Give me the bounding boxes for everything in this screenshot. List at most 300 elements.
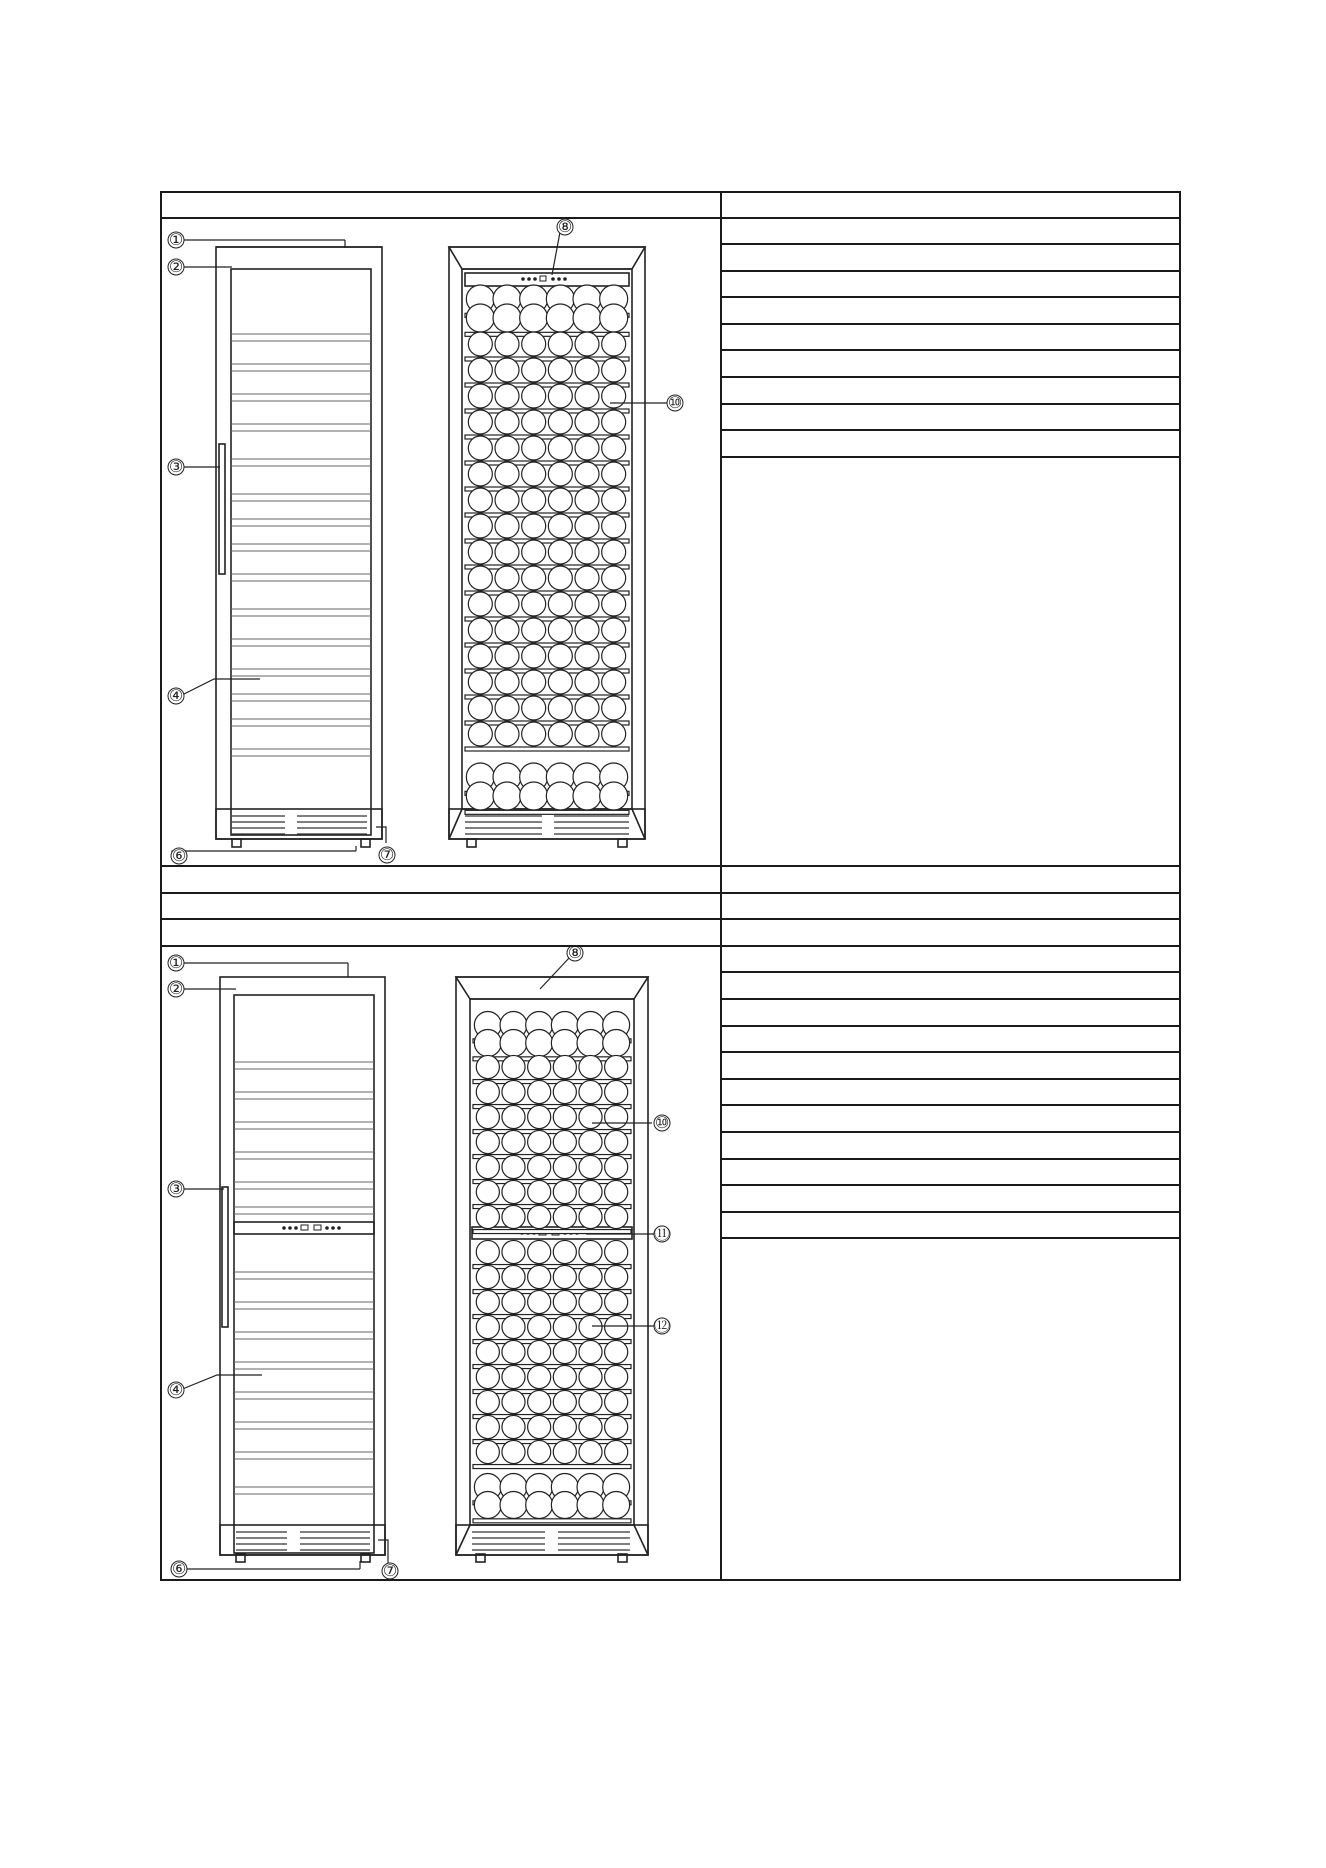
callout-4: ④: [168, 686, 184, 705]
wine-bottle: [502, 1390, 525, 1413]
wine-bottle: [575, 332, 599, 356]
wine-bottle: [579, 1265, 602, 1288]
callout-12: ⑫: [653, 1316, 671, 1335]
wine-bottle: [493, 782, 521, 810]
front-cabinet-outline: [220, 977, 385, 1555]
wine-bottle: [476, 1080, 499, 1103]
wine-bottle: [495, 592, 519, 616]
wine-bottle: [546, 304, 574, 332]
wine-bottle: [551, 1492, 578, 1519]
wine-bottle: [579, 1365, 602, 1388]
table-top-border: [160, 191, 1181, 193]
callout-10: ⑩: [667, 393, 683, 412]
wine-bottle: [495, 722, 519, 746]
wine-bottle: [602, 644, 626, 668]
callout-1: ①: [168, 230, 184, 249]
wine-shelf: [465, 357, 629, 361]
wine-bottle: [602, 514, 626, 538]
wine-bottle: [573, 304, 601, 332]
wine-bottle: [522, 670, 546, 694]
wine-bottle: [476, 1415, 499, 1438]
callout-3: ③: [168, 457, 184, 476]
wine-bottle: [575, 644, 599, 668]
wine-bottle: [502, 1080, 525, 1103]
wine-bottle: [579, 1340, 602, 1363]
wine-bottle: [553, 1415, 576, 1438]
wine-bottle: [602, 592, 626, 616]
wine-bottle: [575, 488, 599, 512]
wine-bottle: [602, 488, 626, 512]
wine-bottle: [522, 592, 546, 616]
wine-bottle: [468, 488, 492, 512]
wine-bottle: [502, 1440, 525, 1463]
front-control-panel: [234, 1222, 374, 1234]
wine-shelf: [465, 487, 629, 491]
wine-bottle: [495, 670, 519, 694]
wine-bottle: [602, 384, 626, 408]
wine-shelf: [473, 1415, 631, 1419]
wine-bottle: [579, 1105, 602, 1128]
wine-bottle: [468, 566, 492, 590]
wine-bottle: [522, 384, 546, 408]
wine-shelf: [473, 1390, 631, 1394]
wine-bottle: [548, 722, 572, 746]
wine-bottle: [500, 1492, 527, 1519]
callout-6: ⑥: [171, 1559, 187, 1578]
wine-bottle: [528, 1365, 551, 1388]
wine-bottle: [520, 782, 548, 810]
callout-8: ⑧: [557, 219, 573, 236]
legend-row-divider: [721, 376, 1180, 378]
wine-bottle: [528, 1105, 551, 1128]
wine-bottle: [553, 1340, 576, 1363]
wine-bottle: [553, 1265, 576, 1288]
wine-bottle: [495, 358, 519, 382]
wine-bottle: [528, 1415, 551, 1438]
wine-bottle: [605, 1080, 628, 1103]
wine-bottle: [579, 1415, 602, 1438]
wine-bottle: [520, 304, 548, 332]
legend-row-divider: [721, 998, 1180, 1000]
wine-bottle: [579, 1080, 602, 1103]
legend-row-divider: [721, 270, 1180, 272]
wine-bottle: [502, 1055, 525, 1078]
wine-bottle: [553, 1155, 576, 1178]
callout-3: ③: [168, 1179, 184, 1198]
wine-bottle: [605, 1105, 628, 1128]
wine-shelf: [473, 1105, 631, 1109]
wine-shelf: [473, 1130, 631, 1134]
wine-shelf: [465, 461, 629, 465]
wine-bottle: [502, 1205, 525, 1228]
wine-bottle: [602, 670, 626, 694]
wine-bottle: [468, 462, 492, 486]
wine-bottle: [605, 1205, 628, 1228]
wine-bottle: [502, 1365, 525, 1388]
wine-bottle: [495, 540, 519, 564]
wine-shelf: [465, 669, 629, 673]
wine-bottle: [602, 358, 626, 382]
wine-bottle: [468, 332, 492, 356]
wine-bottle: [468, 410, 492, 434]
wine-bottle: [602, 436, 626, 460]
wine-bottle: [575, 436, 599, 460]
wine-bottle: [605, 1155, 628, 1178]
wine-bottle: [548, 462, 572, 486]
door-handle: [222, 1187, 228, 1327]
wine-bottle: [605, 1340, 628, 1363]
wine-shelf: [465, 383, 629, 387]
door-handle: [219, 444, 225, 574]
wine-bottle: [528, 1130, 551, 1153]
wine-bottle: [476, 1240, 499, 1263]
wine-bottle: [548, 592, 572, 616]
wine-bottle: [522, 358, 546, 382]
wine-bottle: [553, 1055, 576, 1078]
wine-shelf: [465, 435, 629, 439]
wine-shelf: [473, 1290, 631, 1294]
wine-bottle: [602, 696, 626, 720]
wine-bottle: [476, 1440, 499, 1463]
table-row-divider: [160, 918, 1181, 920]
wine-bottle: [476, 1055, 499, 1078]
legend-row-divider: [721, 323, 1180, 325]
wine-bottle: [528, 1440, 551, 1463]
wine-bottle: [605, 1265, 628, 1288]
legend-row-divider: [721, 971, 1180, 973]
wine-bottle: [602, 722, 626, 746]
dual-zone-cooler-diagram: [162, 947, 718, 1579]
single-zone-cooler-diagram: [162, 219, 718, 865]
wine-bottle: [553, 1365, 576, 1388]
wine-bottle: [476, 1340, 499, 1363]
wine-bottle: [548, 436, 572, 460]
wine-shelf: [465, 539, 629, 543]
wine-bottle: [528, 1080, 551, 1103]
wine-bottle: [476, 1290, 499, 1313]
wine-bottle: [476, 1315, 499, 1338]
wine-shelf: [473, 1315, 631, 1319]
wine-bottle: [528, 1155, 551, 1178]
wine-bottle: [548, 618, 572, 642]
wine-bottle: [605, 1390, 628, 1413]
wine-bottle: [548, 540, 572, 564]
table-column-divider: [720, 191, 722, 1580]
wine-bottle: [548, 696, 572, 720]
legend-row-divider: [721, 429, 1180, 431]
wine-shelf: [465, 643, 629, 647]
wine-bottle: [476, 1130, 499, 1153]
wine-bottle: [605, 1055, 628, 1078]
wine-bottle: [468, 644, 492, 668]
wine-bottle: [522, 722, 546, 746]
wine-bottle: [528, 1205, 551, 1228]
wine-bottle: [579, 1180, 602, 1203]
wine-bottle: [575, 514, 599, 538]
wine-bottle: [468, 384, 492, 408]
wine-bottle: [522, 514, 546, 538]
wine-bottle: [522, 462, 546, 486]
wine-bottle: [526, 1030, 553, 1057]
wine-bottle: [528, 1340, 551, 1363]
wine-bottle: [553, 1130, 576, 1153]
callout-1: ①: [168, 953, 184, 972]
wine-bottle: [495, 384, 519, 408]
wine-bottle: [548, 410, 572, 434]
wine-bottle: [468, 514, 492, 538]
wine-shelf: [473, 1465, 631, 1469]
callout-4: ④: [168, 1380, 184, 1399]
wine-bottle: [600, 782, 628, 810]
wine-bottle: [502, 1155, 525, 1178]
wine-shelf: [473, 1519, 631, 1523]
wine-bottle: [474, 1492, 501, 1519]
wine-bottle: [495, 462, 519, 486]
wine-bottle: [495, 410, 519, 434]
wine-bottle: [502, 1130, 525, 1153]
wine-bottle: [502, 1415, 525, 1438]
wine-bottle: [579, 1390, 602, 1413]
open-top-frame: [456, 977, 648, 999]
wine-bottle-rows: [465, 285, 629, 814]
wine-bottle: [579, 1205, 602, 1228]
wine-shelf: [473, 1230, 631, 1234]
legend-row-divider: [721, 296, 1180, 298]
callout-8: ⑧: [567, 947, 583, 962]
wine-bottle: [575, 592, 599, 616]
wine-bottle: [528, 1055, 551, 1078]
wine-bottle: [603, 1492, 630, 1519]
wine-shelf: [473, 1365, 631, 1369]
legend-row-divider: [721, 1104, 1180, 1106]
wine-bottle: [602, 462, 626, 486]
legend-row-divider: [721, 1051, 1180, 1053]
wine-bottle: [575, 670, 599, 694]
wine-bottle: [495, 436, 519, 460]
wine-bottle: [548, 566, 572, 590]
legend-row-divider: [721, 349, 1180, 351]
wine-bottle: [575, 462, 599, 486]
wine-bottle: [502, 1340, 525, 1363]
legend-row-divider: [721, 403, 1180, 405]
wine-shelf: [473, 1205, 631, 1209]
wine-bottle: [522, 488, 546, 512]
wine-bottle: [575, 618, 599, 642]
legend-row-divider: [721, 1078, 1180, 1080]
wine-bottle: [602, 410, 626, 434]
wine-bottle: [468, 436, 492, 460]
wine-bottle: [476, 1155, 499, 1178]
wine-shelf: [465, 747, 629, 751]
wine-bottle: [495, 488, 519, 512]
wine-bottle: [579, 1155, 602, 1178]
wine-bottle: [579, 1055, 602, 1078]
wine-bottle: [605, 1130, 628, 1153]
wine-bottle: [528, 1315, 551, 1338]
wine-bottle: [528, 1390, 551, 1413]
wine-bottle: [468, 592, 492, 616]
wine-bottle: [468, 722, 492, 746]
wine-bottle: [553, 1180, 576, 1203]
wine-bottle: [522, 618, 546, 642]
wine-bottle: [553, 1205, 576, 1228]
wine-bottle: [548, 384, 572, 408]
wine-bottle: [575, 696, 599, 720]
wine-bottle: [575, 358, 599, 382]
wine-bottle: [522, 332, 546, 356]
wine-shelf: [473, 1340, 631, 1344]
wine-shelf: [465, 721, 629, 725]
wine-shelf: [473, 1265, 631, 1269]
wine-bottle: [605, 1180, 628, 1203]
wine-bottle: [577, 1030, 604, 1057]
wine-bottle: [551, 1030, 578, 1057]
wine-bottle: [548, 358, 572, 382]
wine-bottle: [502, 1315, 525, 1338]
callout-6: ⑥: [171, 846, 187, 865]
wine-shelf: [465, 810, 629, 814]
wine-bottle: [553, 1440, 576, 1463]
legend-row-divider: [721, 1184, 1180, 1186]
wine-bottle: [522, 410, 546, 434]
wine-shelf: [465, 409, 629, 413]
front-glass-panel: [234, 995, 374, 1553]
wine-bottle: [548, 332, 572, 356]
wine-bottle: [468, 358, 492, 382]
wine-shelf: [465, 513, 629, 517]
callout-7: ⑦: [382, 1561, 398, 1579]
callout-11: ⑪: [653, 1224, 671, 1243]
wine-bottle: [605, 1315, 628, 1338]
wine-bottle: [575, 540, 599, 564]
wine-bottle: [468, 696, 492, 720]
wine-bottle: [495, 332, 519, 356]
callout-2: ②: [168, 979, 184, 998]
table-right-border: [1179, 191, 1181, 1580]
callout-10: ⑩: [654, 1113, 670, 1132]
wine-bottle: [493, 304, 521, 332]
wine-bottle: [603, 1030, 630, 1057]
wine-bottle: [528, 1290, 551, 1313]
wine-bottle: [528, 1265, 551, 1288]
wine-bottle: [548, 644, 572, 668]
wine-bottle: [495, 644, 519, 668]
front-glass-panel: [231, 269, 371, 835]
wine-bottle: [605, 1240, 628, 1263]
wine-bottle: [528, 1180, 551, 1203]
wine-bottle: [579, 1290, 602, 1313]
wine-bottle: [573, 782, 601, 810]
wine-bottle: [575, 722, 599, 746]
wine-bottle: [474, 1030, 501, 1057]
wine-bottle: [495, 618, 519, 642]
wine-bottle: [548, 488, 572, 512]
wine-bottle: [553, 1290, 576, 1313]
wine-bottle: [526, 1492, 553, 1519]
wine-bottle: [553, 1390, 576, 1413]
wine-shelf: [473, 1180, 631, 1184]
wine-shelf: [465, 695, 629, 699]
wine-bottle: [495, 566, 519, 590]
wine-bottle: [476, 1105, 499, 1128]
wine-bottle: [495, 514, 519, 538]
callout-7: ⑦: [379, 845, 395, 864]
wine-bottle: [500, 1030, 527, 1057]
wine-bottle: [553, 1240, 576, 1263]
wine-bottle: [553, 1315, 576, 1338]
wine-bottle: [476, 1265, 499, 1288]
wine-bottle: [466, 782, 494, 810]
wine-bottle: [502, 1265, 525, 1288]
wine-bottle: [546, 782, 574, 810]
front-cabinet-outline: [216, 247, 382, 839]
wine-bottle: [579, 1240, 602, 1263]
wine-shelf: [465, 617, 629, 621]
legend-row-divider: [721, 1211, 1180, 1213]
wine-bottle: [553, 1105, 576, 1128]
wine-bottle: [476, 1390, 499, 1413]
legend-row-divider: [721, 1237, 1180, 1239]
callout-2: ②: [168, 257, 184, 276]
table-bottom-border: [160, 1579, 1181, 1581]
wine-shelf: [473, 1155, 631, 1159]
wine-bottle: [522, 436, 546, 460]
wine-bottle: [602, 540, 626, 564]
wine-shelf: [465, 565, 629, 569]
wine-bottle: [579, 1130, 602, 1153]
wine-bottle: [553, 1080, 576, 1103]
wine-bottle: [466, 304, 494, 332]
wine-bottle: [602, 618, 626, 642]
wine-bottle: [575, 566, 599, 590]
wine-shelf: [473, 1080, 631, 1084]
wine-bottle: [548, 670, 572, 694]
wine-bottle: [522, 644, 546, 668]
open-top-frame: [449, 247, 645, 269]
wine-bottle: [468, 540, 492, 564]
wine-bottle: [522, 696, 546, 720]
wine-bottle: [522, 540, 546, 564]
wine-bottle: [502, 1290, 525, 1313]
wine-bottle: [605, 1365, 628, 1388]
wine-bottle: [502, 1240, 525, 1263]
legend-row-divider: [721, 456, 1180, 458]
wine-bottle: [502, 1105, 525, 1128]
wine-bottle: [605, 1440, 628, 1463]
wine-bottle: [605, 1415, 628, 1438]
wine-bottle-rows: [473, 1012, 631, 1523]
wine-bottle: [476, 1365, 499, 1388]
wine-shelf: [473, 1440, 631, 1444]
wine-bottle: [579, 1440, 602, 1463]
wine-bottle: [476, 1205, 499, 1228]
table-row-divider: [160, 892, 1181, 894]
control-panel: [465, 273, 629, 286]
wine-bottle: [528, 1240, 551, 1263]
wine-bottle: [602, 566, 626, 590]
wine-bottle: [495, 696, 519, 720]
wine-bottle: [600, 304, 628, 332]
legend-row-divider: [721, 1158, 1180, 1160]
legend-row-divider: [721, 1131, 1180, 1133]
wine-bottle: [476, 1180, 499, 1203]
wine-bottle: [602, 332, 626, 356]
wine-bottle: [575, 410, 599, 434]
wine-shelf: [465, 591, 629, 595]
wine-bottle: [548, 514, 572, 538]
wine-bottle: [502, 1180, 525, 1203]
wine-bottle: [577, 1492, 604, 1519]
